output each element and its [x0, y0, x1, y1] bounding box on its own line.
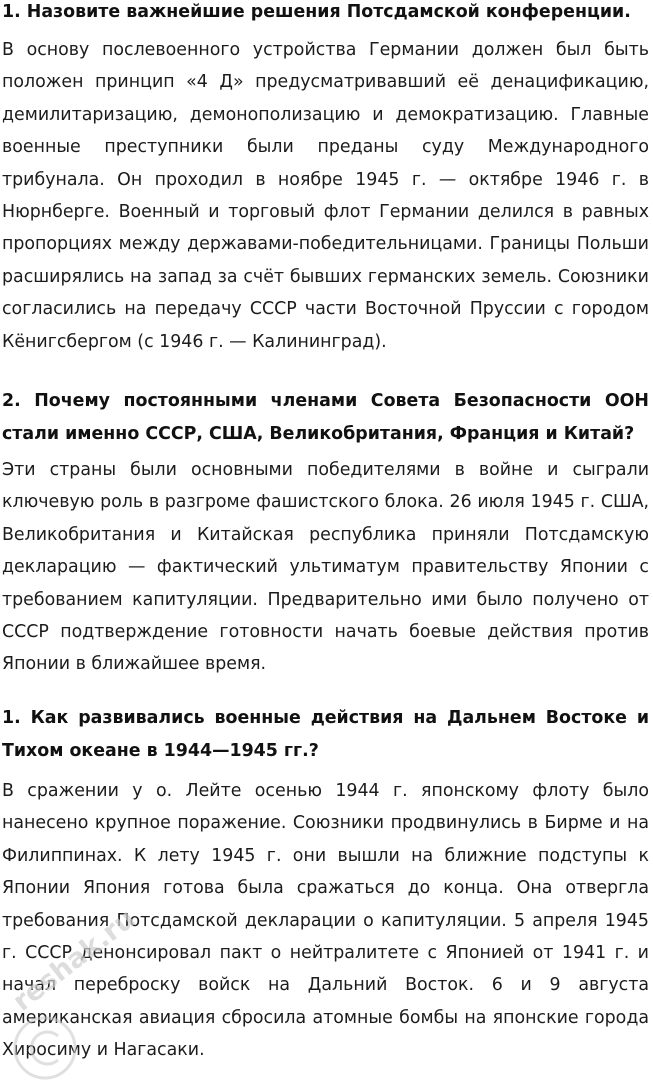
question-1-heading: 1. Назовите важнейшие решения Потсдамской конференции. [2, 2, 631, 22]
answer-3-text: В сражении у о. Лейте осенью 1944 г. японскому флоту было нанесено крупное поражение. Союзники продвинулись в Бирме и на Филиппинах. К лету 1945 г. они вышли на ближние подступы к Японии Япония готова была сражаться до конца. Она отвергла требования Потсдамской декларации о капитуляции. 5 апреля 1945 г. СССР денонсировал пакт о нейтралитете с Японией от 1941 г. и начал переброску войск на Дальний Восток. 6 и 9 августа американская авиация сбросила атомные бомбы на японские города Хиросиму и Нагасаки. [2, 781, 649, 1061]
question-3-heading: 1. Как развивались военные действия на Дальнем Востоке и Тихом океане в 1944—1945 гг.? [2, 708, 649, 761]
question-2-heading: 2. Почему постоянными членами Совета Безопасности ООН стали именно СССР, США, Великобритания, Франция и Китай? [2, 391, 649, 444]
watermark-text: reshak.ru [7, 903, 142, 1018]
answer-2-text: Эти страны были основными победителями в войне и сыграли ключевую роль в разгроме фашистского блока. 26 июля 1945 г. США, Великобритания и Китайская республика приняли Потсдамскую декларацию — фактический ультиматум правительству Японии с требованием капитуляции. Предварительно ими было получено от СССР подтверждение готовности начать боевые действия против Японии в ближайшее время. [2, 460, 649, 675]
answer-1-text: В основу послевоенного устройства Германии должен был быть положен принцип «4 Д» предусматривавший её денацификацию, демилитаризацию, демонополизацию и демократизацию. Главные военные преступники были преданы суду Международного трибунала. Он проходил в ноябре 1945 г. — октябре 1946 г. в Нюрнберге. Военный и торговый флот Германии делился в равных пропорциях между державами-победительницами. Границы Польши расширялись на запад за счёт бывших германских земель. Союзники согласились на передачу СССР части Восточной Пруссии с городом Кёнигсбергом (с 1946 г. — Калининград). [2, 40, 649, 352]
